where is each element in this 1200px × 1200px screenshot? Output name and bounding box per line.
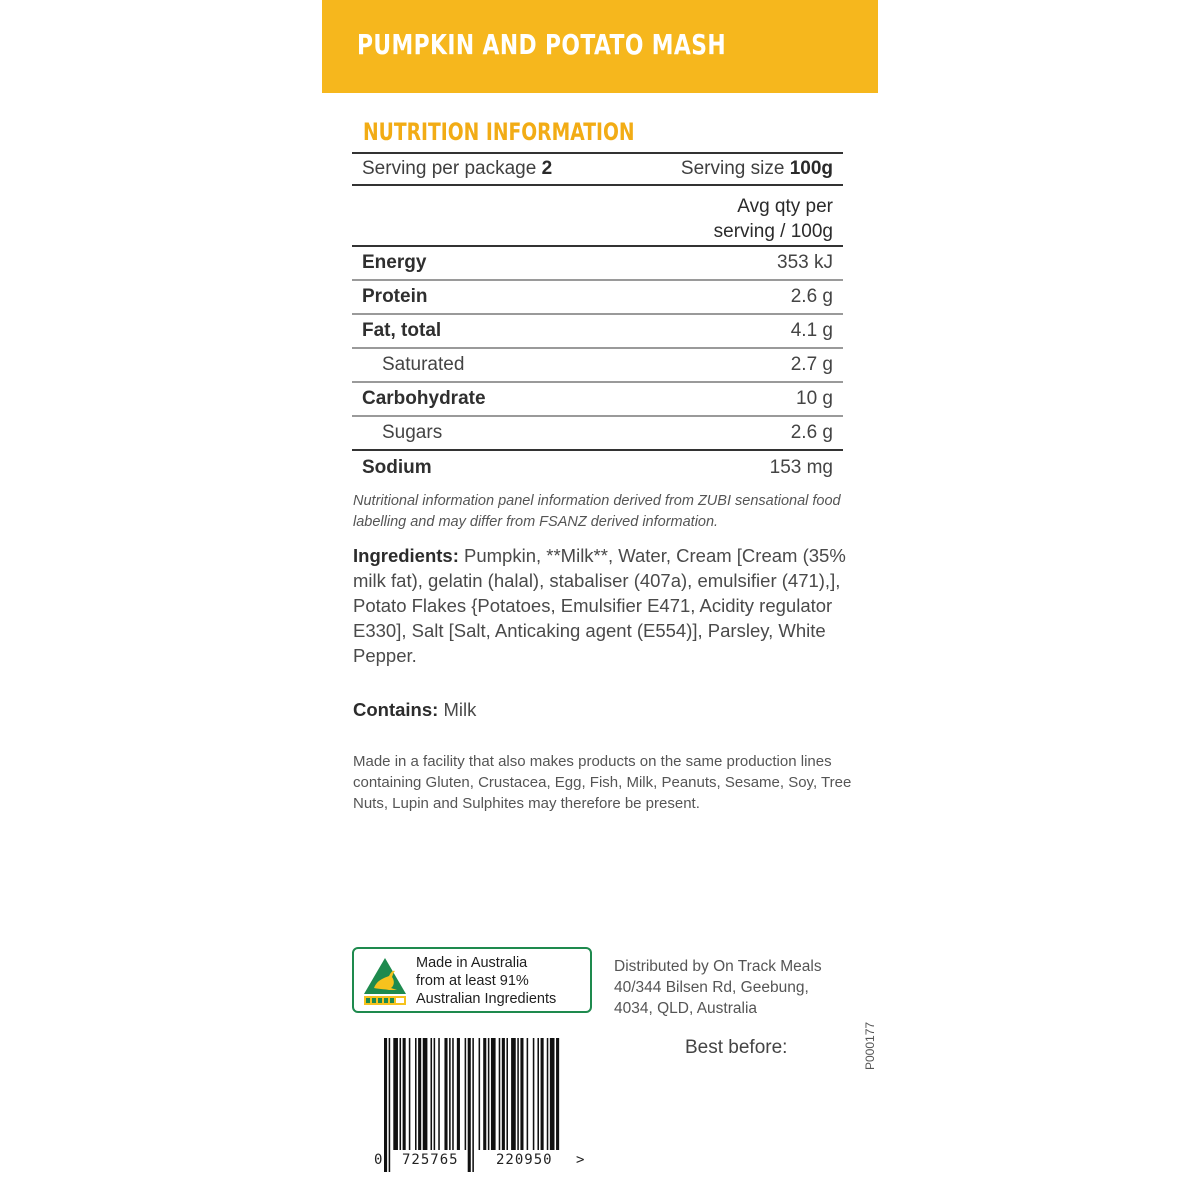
barcode-bar bbox=[550, 1038, 555, 1150]
kangaroo-triangle-icon bbox=[362, 956, 408, 1006]
barcode-bar bbox=[449, 1038, 451, 1150]
barcode-end-mark: > bbox=[576, 1152, 586, 1168]
distributor-line1: Distributed by On Track Meals bbox=[614, 958, 822, 975]
distributor-line3: 4034, QLD, Australia bbox=[614, 1000, 758, 1017]
nutrient-name: Saturated bbox=[382, 354, 465, 375]
ingredients-label: Ingredients: bbox=[353, 545, 459, 566]
ingredients-text: Pumpkin, **Milk**, Water, Cream [Cream (35% milk fat), gelatin (halal), stabaliser (407a), emulsifier (471),], Potato Flakes {Potatoes, Emulsifier E471, Acidity regulator E330], Salt [Salt, Anticaking agent (E554)], Parsley, White Pepper. bbox=[353, 545, 846, 666]
barcode-bar bbox=[393, 1038, 398, 1150]
serving-row bbox=[352, 152, 843, 186]
made-in-line3: Australian Ingredients bbox=[416, 991, 557, 1007]
barcode-bar bbox=[457, 1038, 460, 1150]
barcode-bar bbox=[483, 1038, 486, 1150]
barcode-bar bbox=[502, 1038, 505, 1150]
barcode-bar bbox=[479, 1038, 481, 1150]
barcode-bar bbox=[537, 1038, 539, 1150]
nutrient-value: 2.7 g bbox=[790, 354, 833, 375]
barcode-bar bbox=[389, 1038, 391, 1172]
barcode-bar bbox=[465, 1038, 467, 1150]
barcode-bar bbox=[468, 1038, 471, 1172]
column-header-row bbox=[352, 186, 843, 247]
barcode-bar bbox=[423, 1038, 428, 1150]
column-header bbox=[714, 194, 833, 244]
barcode-bar bbox=[431, 1038, 433, 1150]
serving-per-package-label: Serving per package bbox=[362, 158, 537, 179]
barcode-bar bbox=[520, 1038, 523, 1150]
barcode-bar bbox=[434, 1038, 436, 1150]
barcode-bar bbox=[511, 1038, 516, 1150]
barcode-bar bbox=[491, 1038, 496, 1150]
made-in-line1: Made in Australia bbox=[416, 955, 528, 971]
barcode-bar bbox=[488, 1038, 490, 1150]
best-before-label: Best before: bbox=[685, 1037, 788, 1058]
serving-per-package-value: 2 bbox=[541, 158, 553, 179]
barcode-bar bbox=[403, 1038, 406, 1150]
nutrient-row-sodium bbox=[352, 451, 843, 485]
nutrition-title: NUTRITION INFORMATION bbox=[363, 118, 635, 146]
product-label bbox=[322, 0, 878, 1200]
barcode-group2: 220950 bbox=[496, 1152, 553, 1168]
nutrient-value: 10 g bbox=[796, 388, 833, 409]
product-code: P000177 bbox=[863, 1021, 877, 1070]
barcode-group1: 725765 bbox=[402, 1152, 459, 1168]
column-header-line1: Avg qty per bbox=[737, 196, 833, 217]
barcode-bar bbox=[556, 1038, 559, 1150]
made-in-line2: from at least 91% bbox=[416, 973, 529, 989]
barcode-bar bbox=[499, 1038, 501, 1150]
nutrient-name: Energy bbox=[362, 252, 427, 273]
barcode-bar bbox=[384, 1038, 387, 1172]
nutrient-name: Carbohydrate bbox=[362, 388, 486, 409]
made-in-text bbox=[416, 954, 556, 1008]
nutrient-value: 2.6 g bbox=[790, 422, 833, 443]
barcode-bar bbox=[472, 1038, 474, 1172]
nutrient-value: 353 kJ bbox=[777, 252, 833, 273]
contains bbox=[353, 699, 476, 721]
nutrient-value: 4.1 g bbox=[790, 320, 833, 341]
barcode-bar bbox=[541, 1038, 544, 1150]
nutrient-row-carbohydrate bbox=[352, 383, 843, 417]
nutrient-value: 2.6 g bbox=[790, 286, 833, 307]
serving-size-value: 100g bbox=[789, 158, 833, 179]
barcode-bar bbox=[533, 1038, 535, 1150]
barcode-bar bbox=[517, 1038, 519, 1150]
nutrient-row-protein bbox=[352, 281, 843, 315]
barcode-bar bbox=[506, 1038, 508, 1150]
nutrient-row-sugars bbox=[352, 417, 843, 451]
barcode-bar bbox=[527, 1038, 529, 1150]
barcode-bar bbox=[409, 1038, 411, 1150]
nutrition-note: Nutritional information panel information derived from ZUBI sensational food labelling and may differ from FSANZ derived information. bbox=[353, 493, 841, 530]
made-in-australia-badge bbox=[352, 947, 592, 1013]
nutrient-row-saturated bbox=[352, 349, 843, 383]
contains-value: Milk bbox=[438, 699, 477, 720]
contains-label: Contains: bbox=[353, 699, 439, 720]
barcode-bar bbox=[444, 1038, 447, 1150]
barcode-bar bbox=[415, 1038, 417, 1150]
distributor-info bbox=[614, 956, 822, 1019]
distributor-line2: 40/344 Bilsen Rd, Geebung, bbox=[614, 979, 809, 996]
serving-size-label: Serving size bbox=[680, 158, 785, 179]
column-header-line2: serving / 100g bbox=[713, 221, 833, 242]
barcode-bar bbox=[438, 1038, 440, 1150]
header-band bbox=[322, 0, 878, 93]
nutrient-row-energy bbox=[352, 247, 843, 281]
nutrient-name: Sugars bbox=[382, 422, 443, 443]
nutrient-name: Sodium bbox=[362, 457, 432, 478]
facility-statement: Made in a facility that also makes products on the same production lines containing Gluten, Crustacea, Egg, Fish, Milk, Peanuts, Sesame, Soy, Tree Nuts, Lupin and Sulphites may therefore be present. bbox=[353, 753, 852, 812]
barcode-bar bbox=[418, 1038, 421, 1150]
product-title: PUMPKIN AND POTATO MASH bbox=[357, 28, 726, 61]
barcode-left-digit: 0 bbox=[374, 1152, 384, 1168]
nutrient-name: Fat, total bbox=[362, 320, 442, 341]
nutrient-value: 153 mg bbox=[769, 457, 833, 478]
barcode-bar bbox=[400, 1038, 402, 1150]
serving-per-package bbox=[362, 158, 552, 180]
serving-size bbox=[681, 158, 833, 180]
nutrient-row-fat-total bbox=[352, 315, 843, 349]
barcode-bar bbox=[547, 1038, 549, 1150]
ingredients bbox=[353, 543, 853, 668]
nutrient-name: Protein bbox=[362, 286, 428, 307]
barcode-bar bbox=[452, 1038, 454, 1150]
nutrition-panel bbox=[352, 152, 843, 485]
